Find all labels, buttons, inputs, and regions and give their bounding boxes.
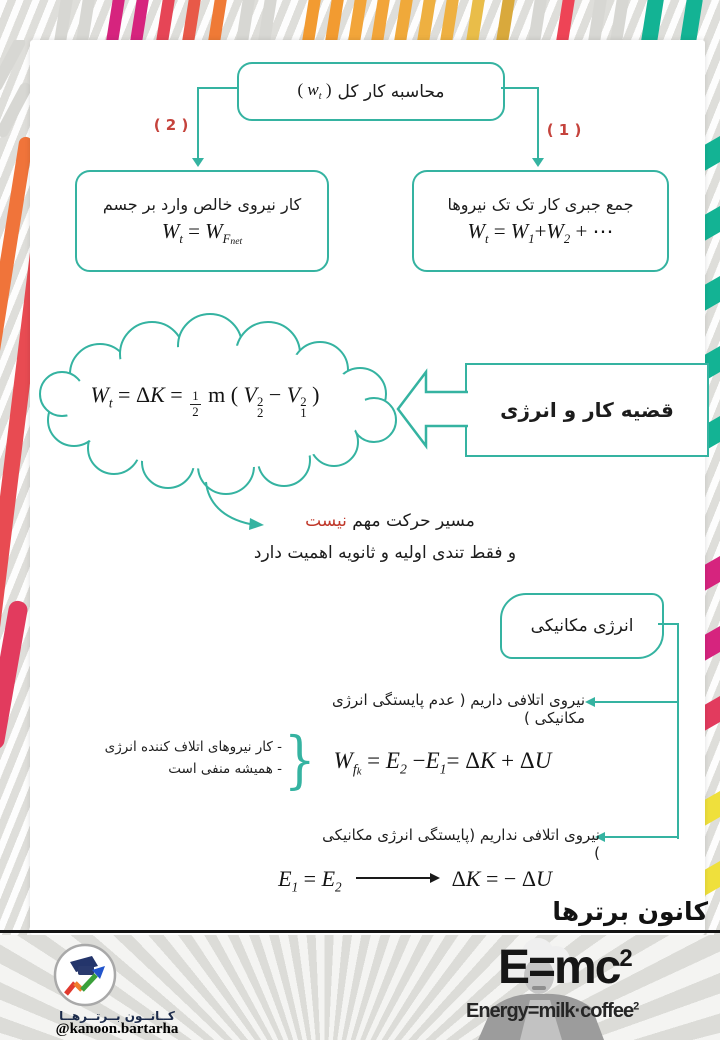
algebraic-sum-box [412, 170, 669, 272]
stripe [705, 272, 720, 314]
work-energy-formula: $W_t = \Delta K$ = $\frac{1}{2}$ m ( V 2 2 − V 2 1 ) [90, 382, 320, 420]
conservation-formula: $E_1 = E_2$ ΔK = − ΔU [278, 866, 552, 895]
algebraic-sum-formula: $W_t = W_1+W_2$ + ⋯ [467, 218, 614, 247]
emc-base: E=mc [498, 941, 620, 994]
branch-yes-line [594, 701, 679, 703]
branch-label-1: ( 1 ) [546, 121, 582, 139]
total-work-symbol: ( $w_t$ ) [297, 80, 332, 103]
energy-base: Energy=milk·coffee [466, 1000, 634, 1022]
brand-handle: @kanoon.bartarha [55, 1021, 179, 1037]
connector-left-vertical [197, 87, 199, 159]
path-note-line2: و فقط تندی اولیه و ثانویه اهمیت دارد [253, 543, 517, 563]
path-note-red: نیست [305, 511, 347, 531]
stripe [705, 202, 720, 244]
connector-right-horizontal [501, 87, 539, 89]
mech-connector-vertical [677, 623, 679, 839]
dissipative-yes-text: نیروی اتلافی داریم ( عدم پایستگی انرژی مکانیکی ) [332, 691, 585, 727]
total-work-label: محاسبه کار کل [337, 81, 445, 102]
emc-text [498, 941, 631, 994]
dissipative-no-text: نیروی اتلافی نداریم (پایستگی انرژی مکانیکی ) [322, 826, 600, 862]
stripe [0, 599, 29, 750]
branch-no-line [604, 836, 679, 838]
footer-divider [0, 930, 720, 933]
arrowhead-right-branch [532, 158, 544, 167]
arrowhead-branch-yes [585, 697, 595, 707]
stripe [705, 552, 720, 594]
arrowhead-left-branch [192, 158, 204, 167]
stripe [705, 622, 720, 664]
stripe [705, 132, 720, 174]
connector-left-horizontal [197, 87, 237, 89]
side-note [42, 737, 282, 780]
stripe [705, 787, 720, 829]
brand-logo-icon [52, 942, 118, 1008]
footer-logotype: کانون برترها [552, 897, 708, 926]
block-arrow-left-icon [396, 366, 468, 452]
path-note-line1 [255, 511, 525, 531]
branch-label-2: ( 2 ) [153, 116, 189, 134]
stripe [0, 81, 30, 140]
algebraic-sum-title: جمع جبری کار تک تک نیروها [447, 194, 634, 214]
stripe [705, 692, 720, 734]
net-force-work-formula: $W_t = W_{Fnet}$ [161, 218, 243, 247]
path-note-black: مسیر حرکت مهم [352, 511, 475, 531]
brand-name: کــانــون بــرتــرهــا [59, 1009, 175, 1023]
theorem-label: قضیه کار و انرژی [500, 398, 674, 422]
friction-work-formula: $W_{fk} = E_2 -E_1= \Delta K + \Delta U$ [333, 748, 552, 778]
curly-brace-icon: } [283, 723, 316, 796]
energy-sup: 2 [633, 1000, 639, 1013]
side-note-line1: - کار نیروهای اتلاف کننده انرژی [104, 739, 282, 755]
theorem-box [465, 363, 709, 457]
mechanical-energy-label: انرژی مکانیکی [530, 616, 634, 636]
net-force-work-box [75, 170, 329, 272]
net-force-work-title: کار نیروی خالص وارد بر جسم [102, 194, 302, 214]
connector-right-vertical [537, 87, 539, 159]
energy-text [466, 1000, 638, 1023]
side-note-line2: - همیشه منفی است [168, 760, 282, 777]
mech-connector-horizontal [658, 623, 679, 625]
total-work-box [237, 62, 505, 121]
right-decorative-stripes [705, 40, 720, 932]
mechanical-energy-box [500, 593, 664, 659]
stripe [705, 857, 720, 899]
emc-sup: 2 [619, 945, 631, 972]
